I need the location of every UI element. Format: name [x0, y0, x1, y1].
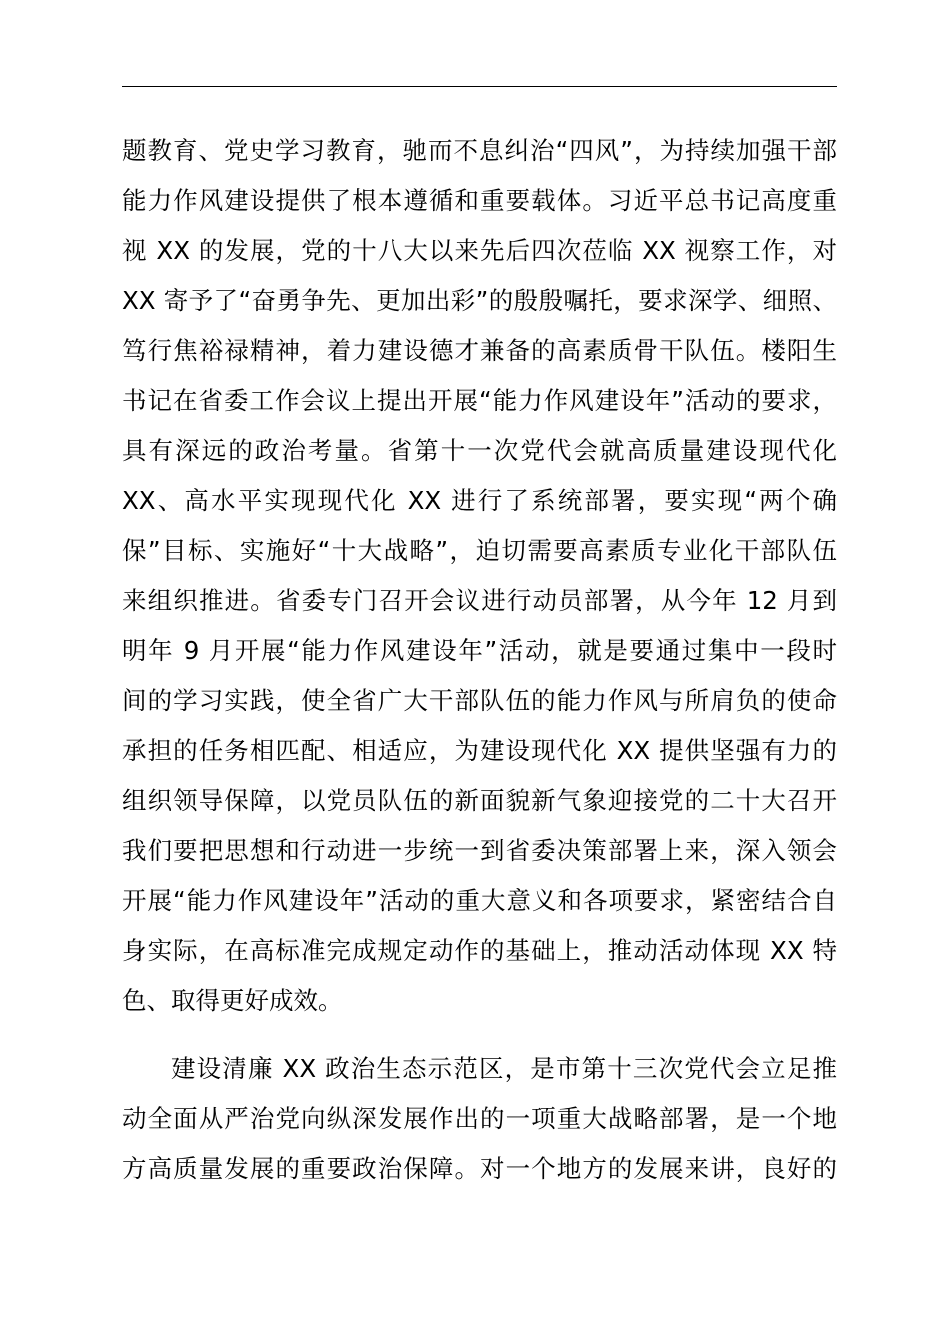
text-line: 色、取得更好成效。: [122, 986, 343, 1015]
text-line: 开展“能力作风建设年”活动的重大意义和各项要求，紧密结合自: [122, 886, 837, 915]
header-rule: [122, 86, 837, 87]
text-line: 来组织推进。省委专门召开会议进行动员部署，从今年 12 月到: [122, 586, 837, 615]
text-line: XX、高水平实现现代化 XX 进行了系统部署，要实现“两个确: [122, 486, 837, 515]
text-line: 明年 9 月开展“能力作风建设年”活动，就是要通过集中一段时: [122, 636, 837, 665]
text-line: 间的学习实践，使全省广大干部队伍的能力作风与所肩负的使命: [122, 686, 837, 715]
text-line: 组织领导保障，以党员队伍的新面貌新气象迎接党的二十大召开: [122, 786, 837, 815]
text-line: 书记在省委工作会议上提出开展“能力作风建设年”活动的要求，: [122, 386, 837, 415]
text-line: XX 寄予了“奋勇争先、更加出彩”的殷殷嘱托，要求深学、细照、: [122, 286, 837, 315]
text-line: 保”目标、实施好“十大战略”，迫切需要高素质专业化干部队伍: [122, 536, 837, 565]
body-text: [122, 126, 837, 1194]
text-line: 笃行焦裕禄精神，着力建设德才兼备的高素质骨干队伍。楼阳生: [122, 336, 837, 365]
paragraph-spacing: [122, 1026, 837, 1044]
paragraph: [122, 1044, 837, 1194]
text-line: 身实际，在高标准完成规定动作的基础上，推动活动体现 XX 特: [122, 936, 837, 965]
text-line: 承担的任务相匹配、相适应，为建设现代化 XX 提供坚强有力的: [122, 736, 837, 765]
paragraph: [122, 126, 837, 1026]
text-line: 方高质量发展的重要政治保障。对一个地方的发展来讲，良好的: [122, 1154, 837, 1183]
text-line: 建设清廉 XX 政治生态示范区，是市第十三次党代会立足推: [171, 1054, 837, 1083]
text-line: 能力作风建设提供了根本遵循和重要载体。习近平总书记高度重: [122, 186, 837, 215]
text-line: 我们要把思想和行动进一步统一到省委决策部署上来，深入领会: [122, 836, 837, 865]
text-line: 具有深远的政治考量。省第十一次党代会就高质量建设现代化: [122, 436, 837, 465]
text-line: 题教育、党史学习教育，驰而不息纠治“四风”，为持续加强干部: [122, 136, 837, 165]
text-line: 动全面从严治党向纵深发展作出的一项重大战略部署，是一个地: [122, 1104, 837, 1133]
text-line: 视 XX 的发展，党的十八大以来先后四次莅临 XX 视察工作，对: [122, 236, 837, 265]
